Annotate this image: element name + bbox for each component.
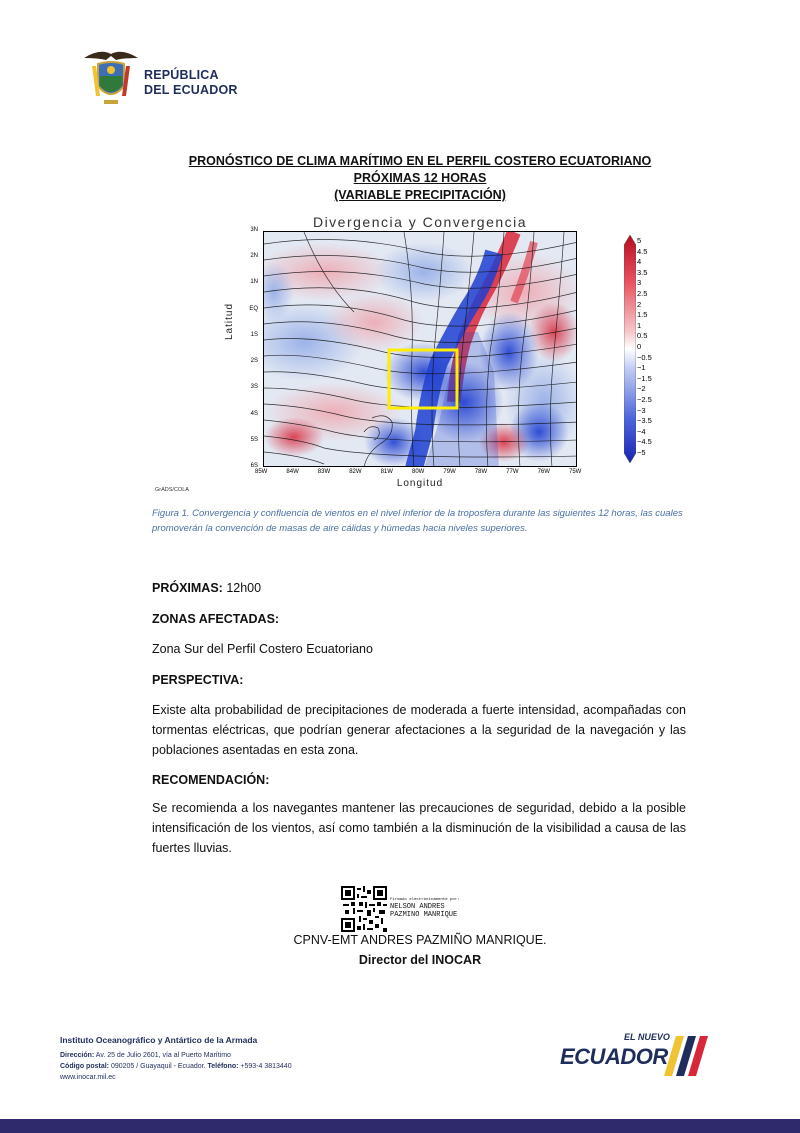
x-tick-label: 84W <box>286 469 299 475</box>
colorbar-label: −5 <box>637 448 646 457</box>
proximas-value: 12h00 <box>222 581 262 595</box>
brand-big-text: ECUADOR <box>560 1044 668 1069</box>
title-line-1: PRONÓSTICO DE CLIMA MARÍTIMO EN EL PERFIL COSTERO ECUATORIANO <box>188 154 652 168</box>
zonas-label: ZONAS AFECTADAS: <box>152 612 280 626</box>
y-tick-label: 6S <box>250 463 258 469</box>
colorbar-label: −4.5 <box>637 437 652 447</box>
footer-address: Dirección: Av. 25 de Julio 2601, vía al Puerto Marítimo <box>60 1052 231 1059</box>
coat-of-arms-icon <box>80 46 142 110</box>
zonas-text: Zona Sur del Perfil Costero Ecuatoriano <box>152 642 373 656</box>
y-tick-label: 2N <box>250 253 258 260</box>
map-title: Divergencia y Convergencia <box>312 214 528 230</box>
logo-line-1: REPÚBLICA <box>144 68 219 82</box>
signature-header: Firmado electrónicamente por: <box>390 898 460 902</box>
divergence-map <box>263 231 577 467</box>
footer-website[interactable]: www.inocar.mil.ec <box>60 1074 116 1081</box>
title-line-3: (VARIABLE PRECIPITACIÓN) <box>334 188 506 202</box>
colorbar-label: 4.5 <box>637 246 648 256</box>
colorbar-label: 2.5 <box>637 289 648 298</box>
grads-credit: GrADS/COLA <box>155 487 189 493</box>
y-tick-label: 3N <box>250 227 258 233</box>
title-line-2: PRÓXIMAS 12 HORAS <box>353 171 487 185</box>
proximas-line <box>152 578 686 598</box>
el-nuevo-ecuador-logo <box>556 1032 716 1080</box>
x-tick-label: 80W <box>412 469 425 475</box>
colorbar-label: 3 <box>637 278 642 288</box>
colorbar-label: −1.5 <box>637 373 652 383</box>
x-tick-label: 75W <box>569 469 582 475</box>
colorbar-label: −4 <box>637 426 646 436</box>
footer-info <box>60 1035 380 1083</box>
colorbar-label: 1 <box>637 320 642 330</box>
electronic-signature <box>390 898 460 919</box>
colorbar-labels <box>637 236 667 463</box>
y-tick-label: EQ <box>249 305 258 312</box>
logo-line-2: DEL ECUADOR <box>144 83 238 97</box>
colorbar-label: −1 <box>637 363 646 373</box>
republica-logo <box>80 46 240 110</box>
x-tick-label: 79W <box>443 469 456 475</box>
x-tick-label: 77W <box>506 469 519 475</box>
signer-block <box>250 930 590 970</box>
recomendacion-text: Se recomienda a los navegantes mantener las precauciones de seguridad, debido a la posible intensificación de los vientos, así como también a la disminución de la visibilidad a causa de las fuertes lluvias. <box>152 801 686 855</box>
colorbar-label: 2 <box>637 299 642 309</box>
colorbar-label: −2.5 <box>637 395 652 404</box>
x-tick-label: 78W <box>474 469 488 475</box>
footer-institution: Instituto Oceanográfico y Antártico de la Armada <box>60 1035 258 1045</box>
signature-name-line-1: NELSON ANDRES <box>390 903 445 911</box>
signer-title: Director del INOCAR <box>358 953 482 967</box>
perspectiva-label: PERSPECTIVA: <box>152 673 244 687</box>
perspectiva-text: Existe alta probabilidad de precipitaciones de moderada a fuerte intensidad, acompañadas con tormentas eléctricas, que podrían generar afectaciones a la seguridad de la navegación y las poblaciones asentadas en esta zona. <box>152 703 686 757</box>
x-tick-label: 76W <box>537 469 550 475</box>
colorbar-label: 1.5 <box>637 310 648 320</box>
signer-name: CPNV-EMT ANDRES PAZMIÑO MANRIQUE. <box>293 933 547 947</box>
y-tick-label: 2S <box>250 358 258 365</box>
colorbar-label: 4 <box>637 257 642 267</box>
x-tick-label: 81W <box>380 469 393 475</box>
y-tick-labels <box>242 227 260 469</box>
colorbar-label: −3.5 <box>637 416 652 426</box>
colorbar-label: 3.5 <box>637 267 648 277</box>
x-tick-label: 83W <box>317 469 331 475</box>
colorbar-label: −2 <box>637 384 646 394</box>
brand-small-text: EL NUEVO <box>624 1032 670 1042</box>
colorbar-label: −0.5 <box>637 352 652 362</box>
x-tick-label: 85W <box>255 469 268 475</box>
qr-code-icon <box>341 886 387 932</box>
colorbar-label: −3 <box>637 405 646 415</box>
colorbar-label: 0 <box>637 342 642 351</box>
flag-stripes-icon <box>664 1036 714 1076</box>
y-tick-label: 4S <box>250 410 258 417</box>
recomendacion-label: RECOMENDACIÓN: <box>152 773 270 787</box>
x-tick-label: 82W <box>349 469 362 475</box>
y-tick-label: 1N <box>250 279 258 286</box>
footer-bar <box>0 1119 800 1133</box>
x-axis-label: Longitud <box>396 478 444 489</box>
footer-postal: Código postal: 090205 / Guayaquil - Ecuador. Teléfono: +593-4 3813440 <box>60 1063 292 1070</box>
y-tick-label: 1S <box>250 331 258 338</box>
document-title <box>150 153 690 204</box>
colorbar-label: 5 <box>637 236 642 245</box>
y-tick-label: 3S <box>250 384 258 391</box>
divergence-map-image <box>264 232 577 467</box>
colorbar-label: 0.5 <box>637 331 648 341</box>
colorbar <box>624 235 636 463</box>
y-tick-label: 5S <box>250 436 258 443</box>
proximas-label: PRÓXIMAS: <box>152 581 223 595</box>
y-axis-label: Latitud <box>224 302 235 340</box>
signature-name-line-2: PAZMINO MANRIQUE <box>390 911 458 919</box>
figure-caption: Figura 1. Convergencia y confluencia de vientos en el nivel inferior de la troposfera durante las siguientes 12 horas, las cuales promoverán la convención de masas de aire cálidas y húmedas hacia niveles superiores. <box>152 508 683 534</box>
